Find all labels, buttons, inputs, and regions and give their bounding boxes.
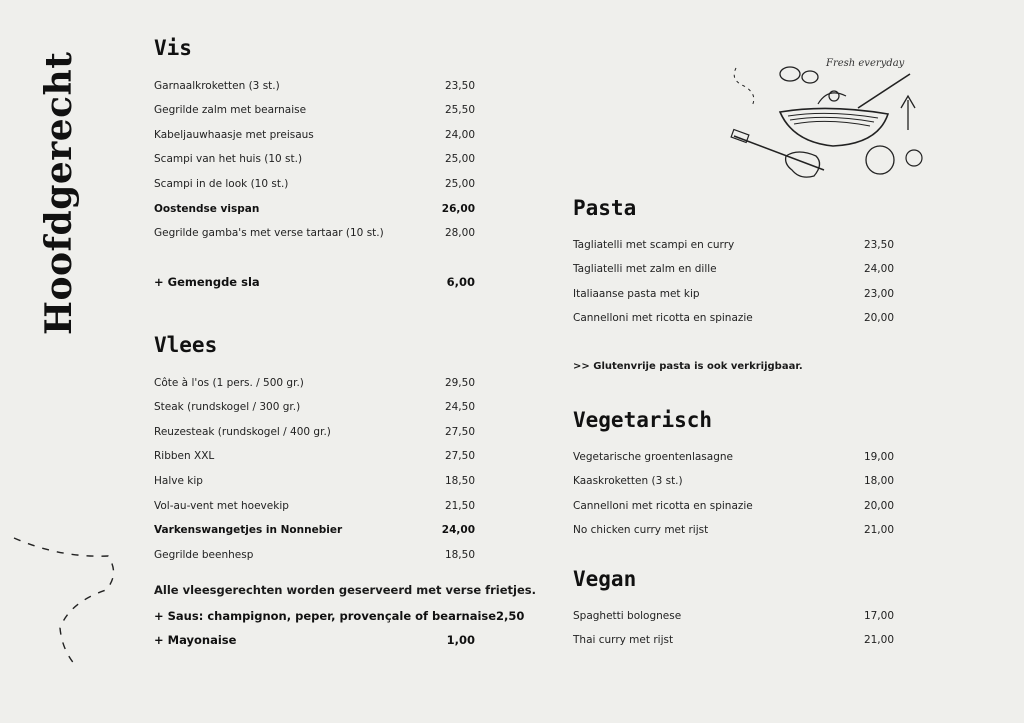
item-price: 23,50 xyxy=(444,80,475,92)
menu-item xyxy=(573,310,894,326)
extra-item xyxy=(154,632,475,648)
menu-item xyxy=(573,498,894,514)
section-title-pasta: Pasta xyxy=(573,196,637,220)
section-title-vis: Vis xyxy=(154,36,192,60)
item-name: Thai curry met rijst xyxy=(573,634,674,646)
menu-item xyxy=(154,424,475,440)
item-name: + Mayonaise xyxy=(154,633,237,647)
item-price: 21,00 xyxy=(863,634,894,646)
illustration-caption: Fresh everyday xyxy=(826,58,905,69)
item-name: Cannelloni met ricotta en spinazie xyxy=(573,500,753,512)
menu-item xyxy=(573,632,894,648)
item-name: Spaghetti bolognese xyxy=(573,610,682,622)
section-title-vegan: Vegan xyxy=(573,567,637,591)
menu-item xyxy=(154,448,475,464)
menu-item xyxy=(154,473,475,489)
item-name: Cannelloni met ricotta en spinazie xyxy=(573,312,753,324)
item-name: Reuzesteak (rundskogel / 400 gr.) xyxy=(154,426,331,438)
menu-item xyxy=(154,201,475,217)
menu-item xyxy=(573,608,894,624)
item-price: 24,00 xyxy=(444,129,475,141)
item-price: 27,50 xyxy=(444,450,475,462)
menu-item xyxy=(154,78,475,94)
item-name: Gegrilde gamba's met verse tartaar (10 st.) xyxy=(154,227,384,239)
item-name: Halve kip xyxy=(154,475,203,487)
item-name: + Saus: champignon, peper, provençale of bearnaise xyxy=(154,609,497,623)
section-title-vlees: Vlees xyxy=(154,333,218,357)
page-title: Hoofdgerecht xyxy=(38,51,80,335)
item-price: 21,00 xyxy=(863,524,894,536)
item-name: Steak (rundskogel / 300 gr.) xyxy=(154,401,301,413)
item-price: 23,50 xyxy=(863,239,894,251)
menu-item xyxy=(154,375,475,391)
menu-item xyxy=(154,127,475,143)
item-price: 21,50 xyxy=(444,500,475,512)
item-price: 20,00 xyxy=(863,312,894,324)
item-name: Kaaskroketten (3 st.) xyxy=(573,475,683,487)
item-price: 18,50 xyxy=(444,549,475,561)
item-name: Scampi van het huis (10 st.) xyxy=(154,153,303,165)
menu-item xyxy=(154,547,475,563)
menu-item xyxy=(573,261,894,277)
menu-item xyxy=(573,473,894,489)
menu-item xyxy=(154,498,475,514)
section-title-vegetarisch: Vegetarisch xyxy=(573,408,713,432)
extra-item xyxy=(154,608,525,624)
item-price: 6,00 xyxy=(446,275,475,289)
item-price: 29,50 xyxy=(444,377,475,389)
menu-item xyxy=(573,449,894,465)
item-price: 19,00 xyxy=(863,451,894,463)
menu-item xyxy=(154,225,475,241)
item-price: 25,50 xyxy=(444,104,475,116)
menu-item xyxy=(154,102,475,118)
item-name: Côte à l'os (1 pers. / 500 gr.) xyxy=(154,377,304,389)
dashed-path-decoration xyxy=(10,530,120,670)
item-name: Vegetarische groentenlasagne xyxy=(573,451,733,463)
item-name: Gegrilde beenhesp xyxy=(154,549,254,561)
item-price: 24,50 xyxy=(444,401,475,413)
item-name: Ribben XXL xyxy=(154,450,215,462)
pasta-note: >> Glutenvrije pasta is ook verkrijgbaar. xyxy=(573,361,803,372)
item-price: 25,00 xyxy=(444,153,475,165)
menu-item xyxy=(154,399,475,415)
vlees-note: Alle vleesgerechten worden geserveerd met verse frietjes. xyxy=(154,583,536,597)
menu-item xyxy=(154,151,475,167)
item-price: 18,50 xyxy=(444,475,475,487)
item-price: 17,00 xyxy=(863,610,894,622)
item-name: Tagliatelli met zalm en dille xyxy=(573,263,717,275)
item-name: Scampi in de look (10 st.) xyxy=(154,178,289,190)
item-name: Tagliatelli met scampi en curry xyxy=(573,239,735,251)
menu-item xyxy=(573,522,894,538)
item-name: Italiaanse pasta met kip xyxy=(573,288,700,300)
item-price: 27,50 xyxy=(444,426,475,438)
item-price: 23,00 xyxy=(863,288,894,300)
item-name: Vol-au-vent met hoevekip xyxy=(154,500,289,512)
menu-item xyxy=(154,176,475,192)
item-price: 25,00 xyxy=(444,178,475,190)
item-name: + Gemengde sla xyxy=(154,275,260,289)
item-price: 18,00 xyxy=(863,475,894,487)
item-name: Oostendse vispan xyxy=(154,203,260,215)
item-price: 24,00 xyxy=(441,524,475,536)
item-price: 1,00 xyxy=(446,633,475,647)
item-price: 24,00 xyxy=(863,263,894,275)
item-price: 26,00 xyxy=(441,203,475,215)
item-price: 28,00 xyxy=(444,227,475,239)
item-name: Varkenswangetjes in Nonnebier xyxy=(154,524,343,536)
menu-item xyxy=(573,286,894,302)
extra-item xyxy=(154,274,475,290)
item-price: 2,50 xyxy=(496,609,525,623)
item-name: Kabeljauwhaasje met preisaus xyxy=(154,129,314,141)
item-name: Garnaalkroketten (3 st.) xyxy=(154,80,280,92)
menu-item xyxy=(154,522,475,538)
right-column xyxy=(573,0,894,723)
item-name: Gegrilde zalm met bearnaise xyxy=(154,104,307,116)
item-price: 20,00 xyxy=(863,500,894,512)
item-name: No chicken curry met rijst xyxy=(573,524,709,536)
menu-item xyxy=(573,237,894,253)
